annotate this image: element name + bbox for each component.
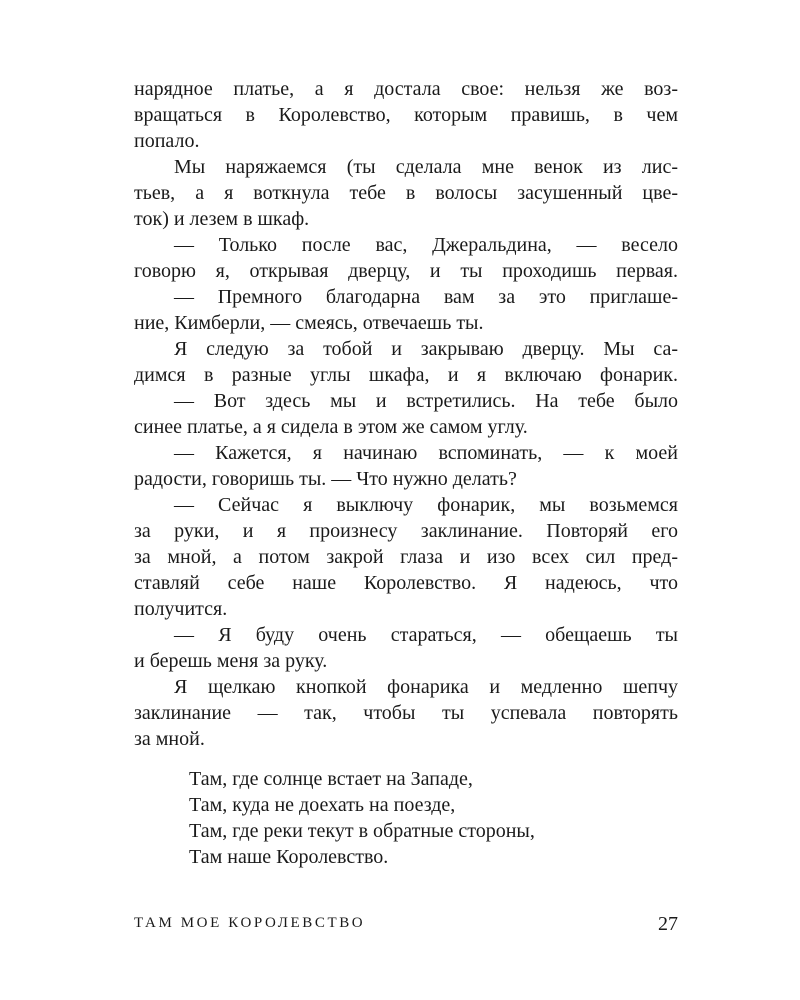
- text-line: попало.: [134, 130, 200, 152]
- text-line: ние, Кимберли, — смеясь, отвечаешь ты.: [134, 312, 484, 334]
- text-line: Я следую за тобой и закрываю дверцу. Мы са-: [174, 338, 678, 360]
- text-line: вращаться в Королевство, которым правишь, в чем: [134, 104, 678, 126]
- text-line: за руки, и я произнесу заклинание. Повторяй его: [134, 520, 678, 542]
- running-title: ТАМ МОЕ КОРОЛЕВСТВО: [134, 915, 366, 931]
- text-line: — Только после вас, Джеральдина, — весело: [174, 234, 678, 256]
- text-line: ток) и лезем в шкаф.: [134, 208, 310, 230]
- text-line: получится.: [134, 598, 228, 620]
- text-line: — Сейчас я выключу фонарик, мы возьмемся: [174, 494, 678, 516]
- text-line: за мной.: [134, 728, 205, 750]
- text-line: — Вот здесь мы и встретились. На тебе было: [174, 390, 678, 412]
- verse-line: Там наше Королевство.: [189, 846, 389, 868]
- text-line: — Я буду очень стараться, — обещаешь ты: [174, 624, 678, 646]
- text-line: радости, говоришь ты. — Что нужно делать?: [134, 468, 517, 490]
- text-line: нарядное платье, а я достала свое: нельзя же воз-: [134, 78, 678, 100]
- verse-line: Там, куда не доехать на поезде,: [189, 794, 456, 816]
- text-line: тьев, а я воткнула тебе в волосы засушенный цве-: [134, 182, 678, 204]
- text-line: говорю я, открывая дверцу, и ты проходишь первая.: [134, 260, 678, 282]
- text-line: за мной, а потом закрой глаза и изо всех сил пред-: [134, 546, 678, 568]
- text-line: Мы наряжаемся (ты сделала мне венок из лис-: [174, 156, 678, 178]
- text-line: — Премного благодарна вам за это приглаше-: [174, 286, 678, 308]
- verse-line: Там, где солнце встает на Западе,: [189, 768, 473, 790]
- text-line: синее платье, а я сидела в этом же самом углу.: [134, 416, 528, 438]
- text-line: — Кажется, я начинаю вспоминать, — к моей: [174, 442, 678, 464]
- page-number: 27: [658, 913, 678, 935]
- text-line: заклинание — так, чтобы ты успевала повторять: [134, 702, 678, 724]
- text-line: димся в разные углы шкафа, и я включаю фонарик.: [134, 364, 678, 386]
- text-line: ставляй себе наше Королевство. Я надеюсь, что: [134, 572, 678, 594]
- verse-line: Там, где реки текут в обратные стороны,: [189, 820, 535, 842]
- text-line: Я щелкаю кнопкой фонарика и медленно шепчу: [174, 676, 678, 698]
- text-line: и берешь меня за руку.: [134, 650, 328, 672]
